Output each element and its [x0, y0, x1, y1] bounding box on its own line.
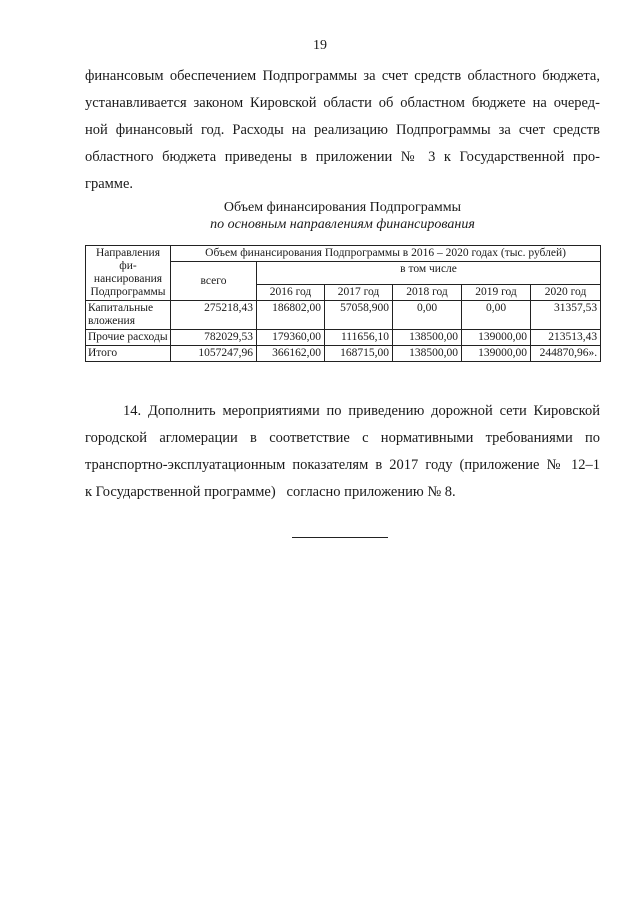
paragraph-line: 14. Дополнить мероприятиями по приведению дорожной сети Кировской	[123, 403, 600, 419]
closing-divider	[292, 537, 388, 538]
cell-value: 0,00	[462, 301, 531, 330]
header-year: 2020 год	[531, 285, 601, 301]
paragraph-line: грамме.	[85, 176, 134, 192]
cell-value: 57058,900	[325, 301, 393, 330]
cell-value: 179360,00	[257, 330, 325, 346]
paragraph-line: ной финансовый год. Расходы на реализацию Подпрограммы за счет средств	[85, 122, 600, 138]
cell-value: 1057247,96	[171, 346, 257, 362]
cell-value: 139000,00	[462, 346, 531, 362]
header-year: 2016 год	[257, 285, 325, 301]
cell-value: 782029,53	[171, 330, 257, 346]
paragraph-line: финансовым обеспечением Подпрограммы за счет средств областного бюджета,	[85, 68, 600, 84]
page-number: 19	[313, 38, 327, 53]
cell-value: 366162,00	[257, 346, 325, 362]
table-title-line: по основным направлениям финансирования	[210, 217, 475, 232]
table-title	[85, 199, 600, 233]
paragraph-line: областного бюджета приведены в приложении № 3 к Государственной про-	[85, 149, 600, 165]
table-row	[86, 346, 601, 362]
financing-table	[85, 245, 601, 362]
paragraph-amendment	[85, 398, 600, 506]
row-label: Итого	[86, 346, 171, 362]
cell-value: 111656,10	[325, 330, 393, 346]
paragraph-line: транспортно-эксплуатационным показателям в 2017 году (приложение № 12–1	[85, 457, 600, 473]
header-volume: Объем финансирования Подпрограммы в 2016 – 2020 годах (тыс. рублей)	[171, 246, 601, 262]
cell-value: 31357,53	[531, 301, 601, 330]
cell-value: 213513,43	[531, 330, 601, 346]
header-total: всего	[171, 262, 257, 301]
paragraph-line: к Государственной программе) согласно приложению № 8.	[85, 484, 456, 500]
paragraph-line: городской агломерации в соответствие с нормативными требованиями по	[85, 430, 600, 446]
row-label: Капитальные вложения	[86, 301, 171, 330]
row-label: Прочие расходы	[86, 330, 171, 346]
cell-value: 138500,00	[393, 330, 462, 346]
cell-value: 275218,43	[171, 301, 257, 330]
header-year: 2019 год	[462, 285, 531, 301]
header-year: 2017 год	[325, 285, 393, 301]
cell-value: 168715,00	[325, 346, 393, 362]
paragraph-line: устанавливается законом Кировской области об областном бюджете на очеред-	[85, 95, 600, 111]
header-direction: Направления фи-нансирования Подпрограммы	[86, 246, 171, 301]
cell-value: 138500,00	[393, 346, 462, 362]
paragraph-financing	[85, 63, 600, 198]
table-row	[86, 301, 601, 330]
cell-value: 244870,96».	[531, 346, 601, 362]
cell-value: 0,00	[393, 301, 462, 330]
header-including: в том числе	[257, 262, 601, 285]
cell-value: 186802,00	[257, 301, 325, 330]
table-row	[86, 330, 601, 346]
cell-value: 139000,00	[462, 330, 531, 346]
header-year: 2018 год	[393, 285, 462, 301]
table-title-line: Объем финансирования Подпрограммы	[223, 200, 462, 215]
